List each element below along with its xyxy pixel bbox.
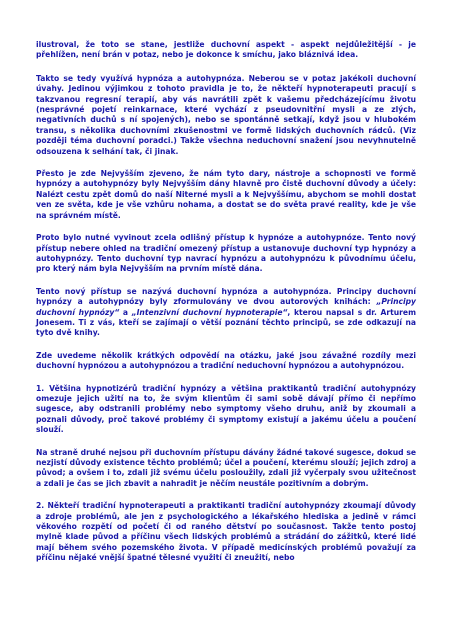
paragraph-7: 1. Většina hypnotizérů tradiční hypnózy a většina praktikantů tradiční autohypnózy omezuje jejich užití na to, že svým klientům či sami sobě dávají přímo či nepřímo sugesce, aby odstranili problémy nebo symptomy všeho druhu, aniž by zkoumali a poznali důvody, proč takové problémy či symptomy existují a jakému účelu a poučení slouží. [36,383,416,435]
book-title-intenzivni: „Intenzivní duchovní hypnoterapie“ [131,307,288,317]
paragraph-1: ilustroval, že toto se stane, jestliže duchovní aspekt - aspekt nejdůležitější - je přehlížen, není brán v potaz, nebo je dokonce k smíchu, jako bláznivá idea. [36,40,416,60]
paragraph-9: 2. Někteří tradiční hypnoterapeuti a praktikanti tradiční autohypnózy zkoumají důvody a zdroje problémů, ale jen z psychologického a lékařského hlediska a jedině v rámci věkového rozpětí od početí či od raného dětství po současnost. Takže tento postoj mylně klade původ a příčinu všech lidských problémů a strádání do zážitků, které lidé mají během svého pozemského života. V případě medicínských problémů považují za příčinu nějaké vnější špatné tělesné využití či zneužití, nebo [36,501,416,563]
paragraph-5-text-c: , kterou napsal s dr. Arturem Jonesem. Ti z vás, kteří se zajímají o větší poznání těchto principů, se zde odkazují na tyto dvě knihy. [36,307,416,338]
paragraph-6: Zde uvedeme několik krátkých odpovědí na otázku, jaké jsou závažné rozdíly mezi duchovní hypnózou a autohypnózou a tradiční neduchovní hypnózou a autohypnózou. [36,350,416,371]
paragraph-5-text-a: Tento nový přístup se nazývá duchovní hypnóza a autohypnóza. Principy duchovní hypnózy a autohypnózy byly zformulovány ve dvou autorových knihách: [36,286,416,307]
paragraph-5 [36,287,416,339]
paragraph-3: Přesto je zde Nejvyšším zjeveno, že nám tyto dary, nástroje a schopnosti ve formě hypnózy a autohypnózy byly Nejvyšším dány hlavně pro čistě duchovní důvody a účely: Nalézt cestu zpět domů do naší Niterné mysli a k Nejvyššímu, abychom se mohli dostat ven ze světa, kde je vše vzhůru nohama, a dostat se do světa pravé reality, kde je vše na správném místě. [36,169,416,220]
paragraph-2: Takto se tedy využívá hypnóza a autohypnóza. Neberou se v potaz jakékoli duchovní úvahy. Jedinou výjimkou z tohoto pravidla je to, že někteří hypnoterapeuti pracují s takzvanou regresní terapií, aby vás navrátili zpět k vašemu předcházejícímu životu (nesprávné pojetí reinkarnace, které vychází z pseudovnitřní mysli a ze zlých, negativních duchů s ní spojených), nebo se spontánně setkají, když jsou v hlubokém transu, s několika duchovními zkušenostmi ve formě lidských duchovních rádců. (Viz později téma duchovní poradci.) Takže všechna neduchovní snažení jsou nevyhnutelně odsouzena k selhání tak, či jinak. [36,73,416,156]
paragraph-5-text-b: a [119,307,132,317]
paragraph-4: Proto bylo nutné vyvinout zcela odlišný přístup k hypnóze a autohypnóze. Tento nový přístup nebere ohled na tradiční omezený přístup a ustanovuje duchovní typ hypnózy a autohypnózy. Tento duchovní typ navrací hypnózu a autohypnózu k původnímu účelu, pro který nám byla Nejvyšším na prvním místě dána. [36,233,416,274]
book-title-principy: „Principy duchovní hypnózy“ [36,297,416,317]
paragraph-8: Na straně druhé nejsou při duchovním přístupu dávány žádné takové sugesce, dokud se nezjistí důvody existence těchto problémů; účel a poučení, kterému slouží; jejich zdroj a původ; a ovšem i to, zdali již svému účelu posloužily, zdali již vyčerpaly svou užitečnost a zdali je čas se jich zbavit a nahradit je něčím neustále pozitivním a dobrým. [36,447,416,488]
